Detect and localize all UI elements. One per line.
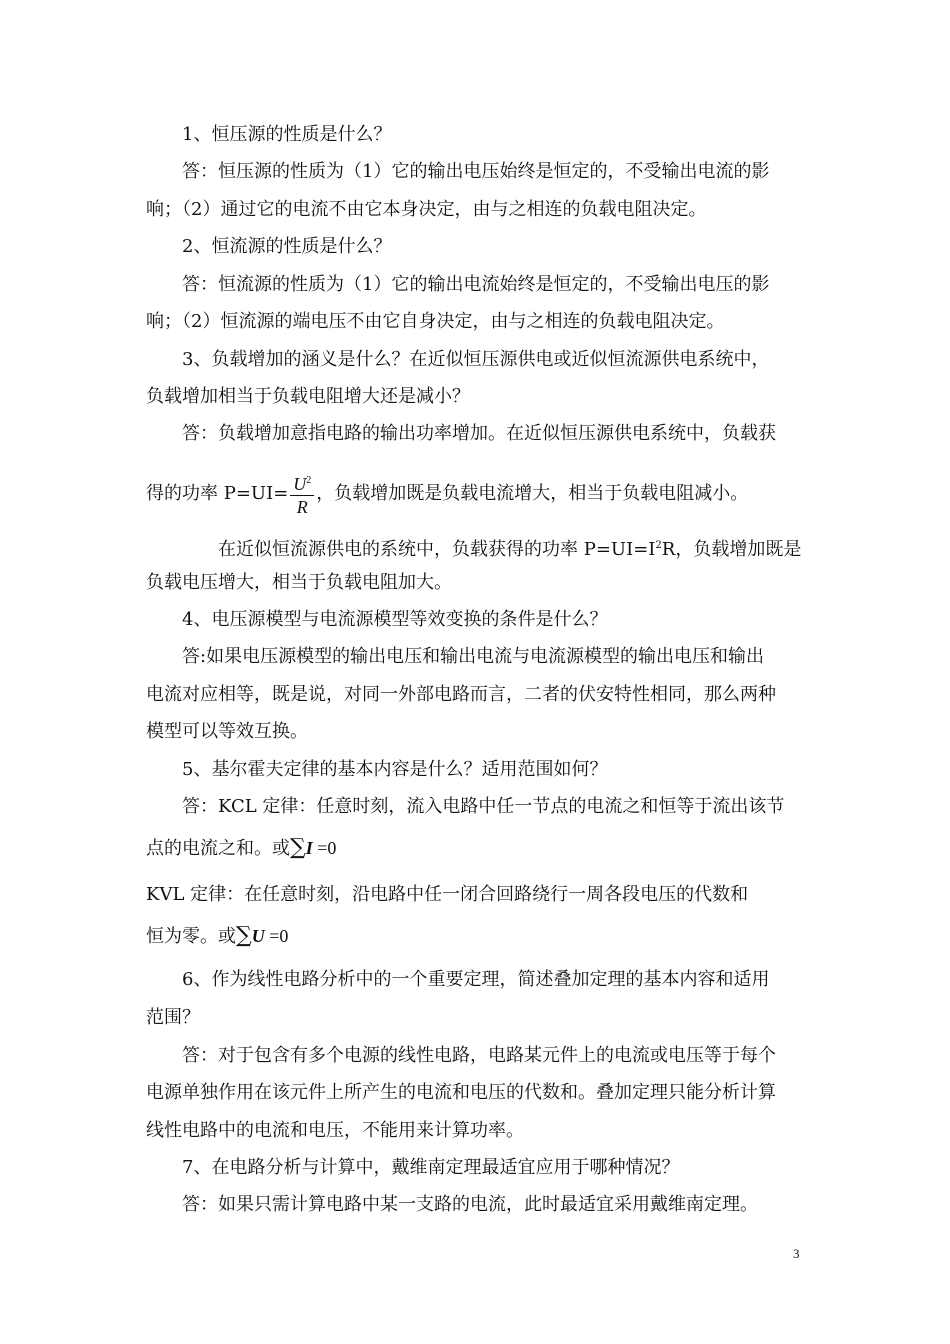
answer-6-line-3: 线性电路中的电流和电压，不能用来计算功率。: [146, 1120, 524, 1141]
answer-5-line-4: 恒为零。或∑U =0: [146, 923, 289, 948]
answer-6-line-1: 答：对于包含有多个电源的线性电路，电路某元件上的电流或电压等于每个: [182, 1045, 776, 1066]
question-4: 4、电压源模型与电流源模型等效变换的条件是什么？: [182, 609, 608, 630]
page-number: 3: [793, 1246, 800, 1261]
answer-4-line-2: 电流对应相等，既是说，对同一外部电路而言，二者的伏安特性相同，那么两种: [146, 684, 776, 705]
sigma-symbol: ∑: [236, 923, 252, 948]
answer-5-line-3: KVL 定律：在任意时刻，沿电路中任一闭合回路绕行一周各段电压的代数和: [146, 884, 749, 905]
answer-7: 答：如果只需计算电路中某一支路的电流，此时最适宜采用戴维南定理。: [182, 1194, 758, 1215]
answer-3-line-3: 在近似恒流源供电的系统中，负载获得的功率 $P=UI=I^2R$，负载增加既是: [218, 539, 802, 560]
question-5: 5、基尔霍夫定律的基本内容是什么？适用范围如何？: [182, 759, 608, 780]
answer-1-line-1: 答：恒压源的性质为（1）它的输出电压始终是恒定的，不受输出电流的影: [182, 161, 770, 182]
answer-2-line-1: 答：恒流源的性质为（1）它的输出电流始终是恒定的，不受输出电压的影: [182, 274, 770, 295]
answer-4-line-3: 模型可以等效互换。: [146, 721, 308, 742]
power-fraction: [290, 470, 314, 518]
answer-3-formula-line: [146, 470, 810, 516]
answer-4-line-1: 答:如果电压源模型的输出电压和输出电流与电流源模型的输出电压和输出: [182, 646, 765, 667]
formula-suffix: ，负载增加既是负载电流增大，相当于负载电阻减小。: [316, 483, 749, 504]
answer-3-line-4: 负载电压增大，相当于负载电阻加大。: [146, 572, 452, 593]
math-variable: U: [251, 926, 265, 946]
sigma-symbol: ∑: [290, 835, 306, 860]
question-2: 2、恒流源的性质是什么？: [182, 236, 392, 257]
fraction-numerator: $U^2$: [290, 470, 314, 496]
question-6-line-2: 范围？: [146, 1007, 200, 1028]
answer-5-line-1: 答：KCL 定律：任意时刻，流入电路中任一节点的电流之和恒等于流出该节: [182, 796, 785, 817]
question-3-line-1: 3、负载增加的涵义是什么？在近似恒压源供电或近似恒流源供电系统中，: [182, 349, 770, 370]
answer-6-line-2: 电源单独作用在该元件上所产生的电流和电压的代数和。叠加定理只能分析计算: [146, 1082, 776, 1103]
answer-2-line-2: 响；（2）恒流源的端电压不由它自身决定，由与之相连的负载电阻决定。: [146, 311, 725, 332]
formula-prefix: 得的功率 P=UI=: [146, 483, 289, 504]
answer-1-line-2: 响；（2）通过它的电流不由它本身决定，由与之相连的负载电阻决定。: [146, 199, 707, 220]
fraction-denominator: R: [296, 497, 308, 517]
math-variable: I: [305, 838, 313, 858]
question-6-line-1: 6、作为线性电路分析中的一个重要定理，简述叠加定理的基本内容和适用: [182, 969, 770, 990]
question-3-line-2: 负载增加相当于负载电阻增大还是减小？: [146, 386, 470, 407]
question-7: 7、在电路分析与计算中，戴维南定理最适宜应用于哪种情况？: [182, 1157, 680, 1178]
question-1: 1、恒压源的性质是什么？: [182, 124, 392, 145]
answer-3-line-1: 答：负载增加意指电路的输出功率增加。在近似恒压源供电系统中，负载获: [182, 423, 776, 444]
answer-5-line-2: 点的电流之和。或∑I =0: [146, 835, 337, 860]
